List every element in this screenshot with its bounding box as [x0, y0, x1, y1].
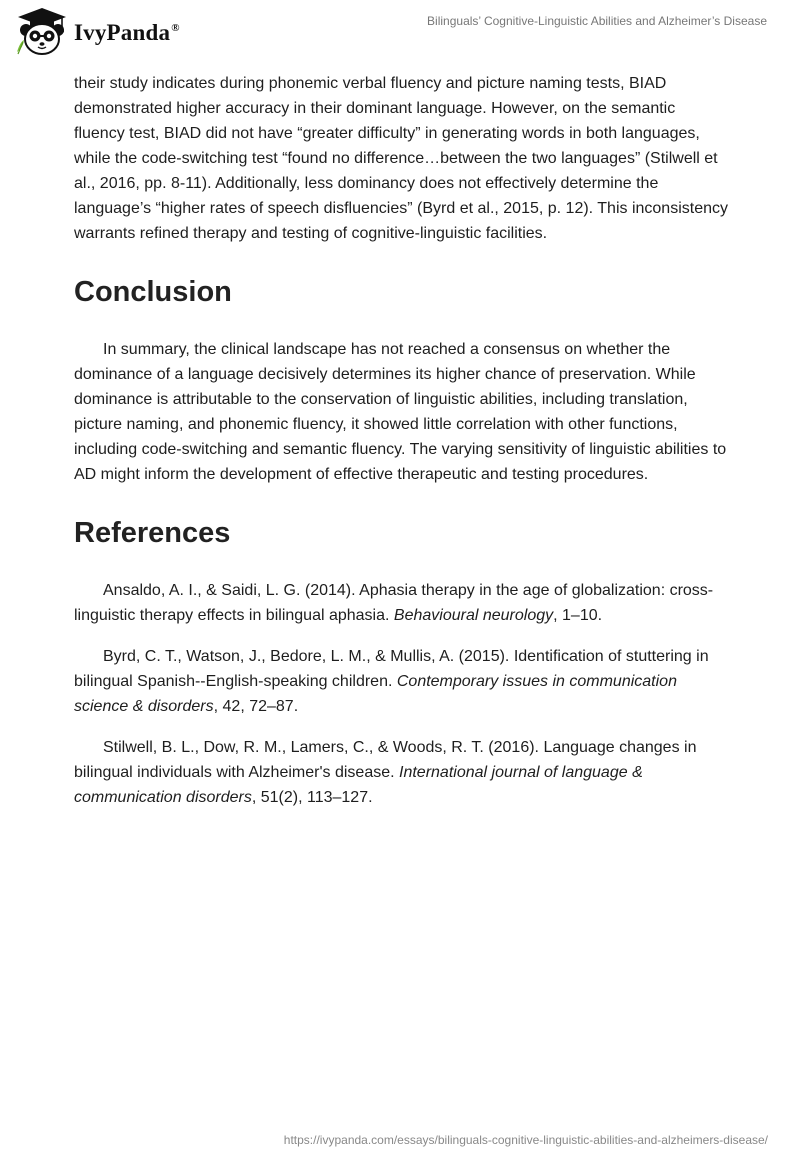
conclusion-paragraph: In summary, the clinical landscape has not reached a consensus on whether the dominance of a language decisively determines its higher chance of preservation. While dominance is attributable to the conservation of linguistic abilities, including translation, picture naming, and phonemic fluency, it showed little correlation with other functions, including code-switching and semantic fluency. The varying sensitivity of linguistic abilities to AD might inform the development of effective therapeutic and testing procedures.: [74, 341, 727, 483]
conclusion-section: [74, 337, 730, 487]
intro-paragraph: their study indicates during phonemic verbal fluency and picture naming tests, BIAD demonstrated higher accuracy in their dominant language. However, on the semantic fluency test, BIAD did not have “greater difficulty” in generating words in both languages, while the code-switching test “found no difference…between the two languages” (Stilwell et al., 2016, pp. 8-11). Additionally, less dominancy does not effectively determine the language’s “higher rates of speech disfluencies” (Byrd et al., 2015, p. 12). This inconsistency warrants refined therapy and testing of cognitive-linguistic facilities.: [74, 75, 728, 242]
brand-logo[interactable]: [14, 6, 180, 56]
footer-url-link[interactable]: https://ivypanda.com/essays/bilinguals-cognitive-linguistic-abilities-and-alzheimers-disease/: [283, 1133, 768, 1147]
essay-content: [74, 71, 730, 810]
running-title: Bilinguals’ Cognitive-Linguistic Abilities and Alzheimer’s Disease: [427, 14, 767, 28]
references-heading: References: [74, 517, 231, 549]
conclusion-heading: Conclusion: [74, 276, 232, 308]
page-header: [0, 0, 800, 62]
reference-item: Byrd, C. T., Watson, J., Bedore, L. M., & Mullis, A. (2015). Identification of stuttering in bilingual Spanish--English-speaking children. Contemporary issues in communication science & disorders, 42, 72–87.: [74, 648, 709, 715]
reference-item: Stilwell, B. L., Dow, R. M., Lamers, C., & Woods, R. T. (2016). Language changes in bilingual individuals with Alzheimer's disease. International journal of language & communication disorders, 51(2), 113–127.: [74, 739, 697, 806]
brand-name: IvyPanda®: [74, 20, 180, 45]
panda-logo-icon: [14, 6, 70, 56]
references-list: [74, 578, 730, 810]
reference-item: Ansaldo, A. I., & Saidi, L. G. (2014). Aphasia therapy in the age of globalization: cross-linguistic therapy effects in bilingual aphasia. Behavioural neurology, 1–10.: [74, 582, 714, 624]
